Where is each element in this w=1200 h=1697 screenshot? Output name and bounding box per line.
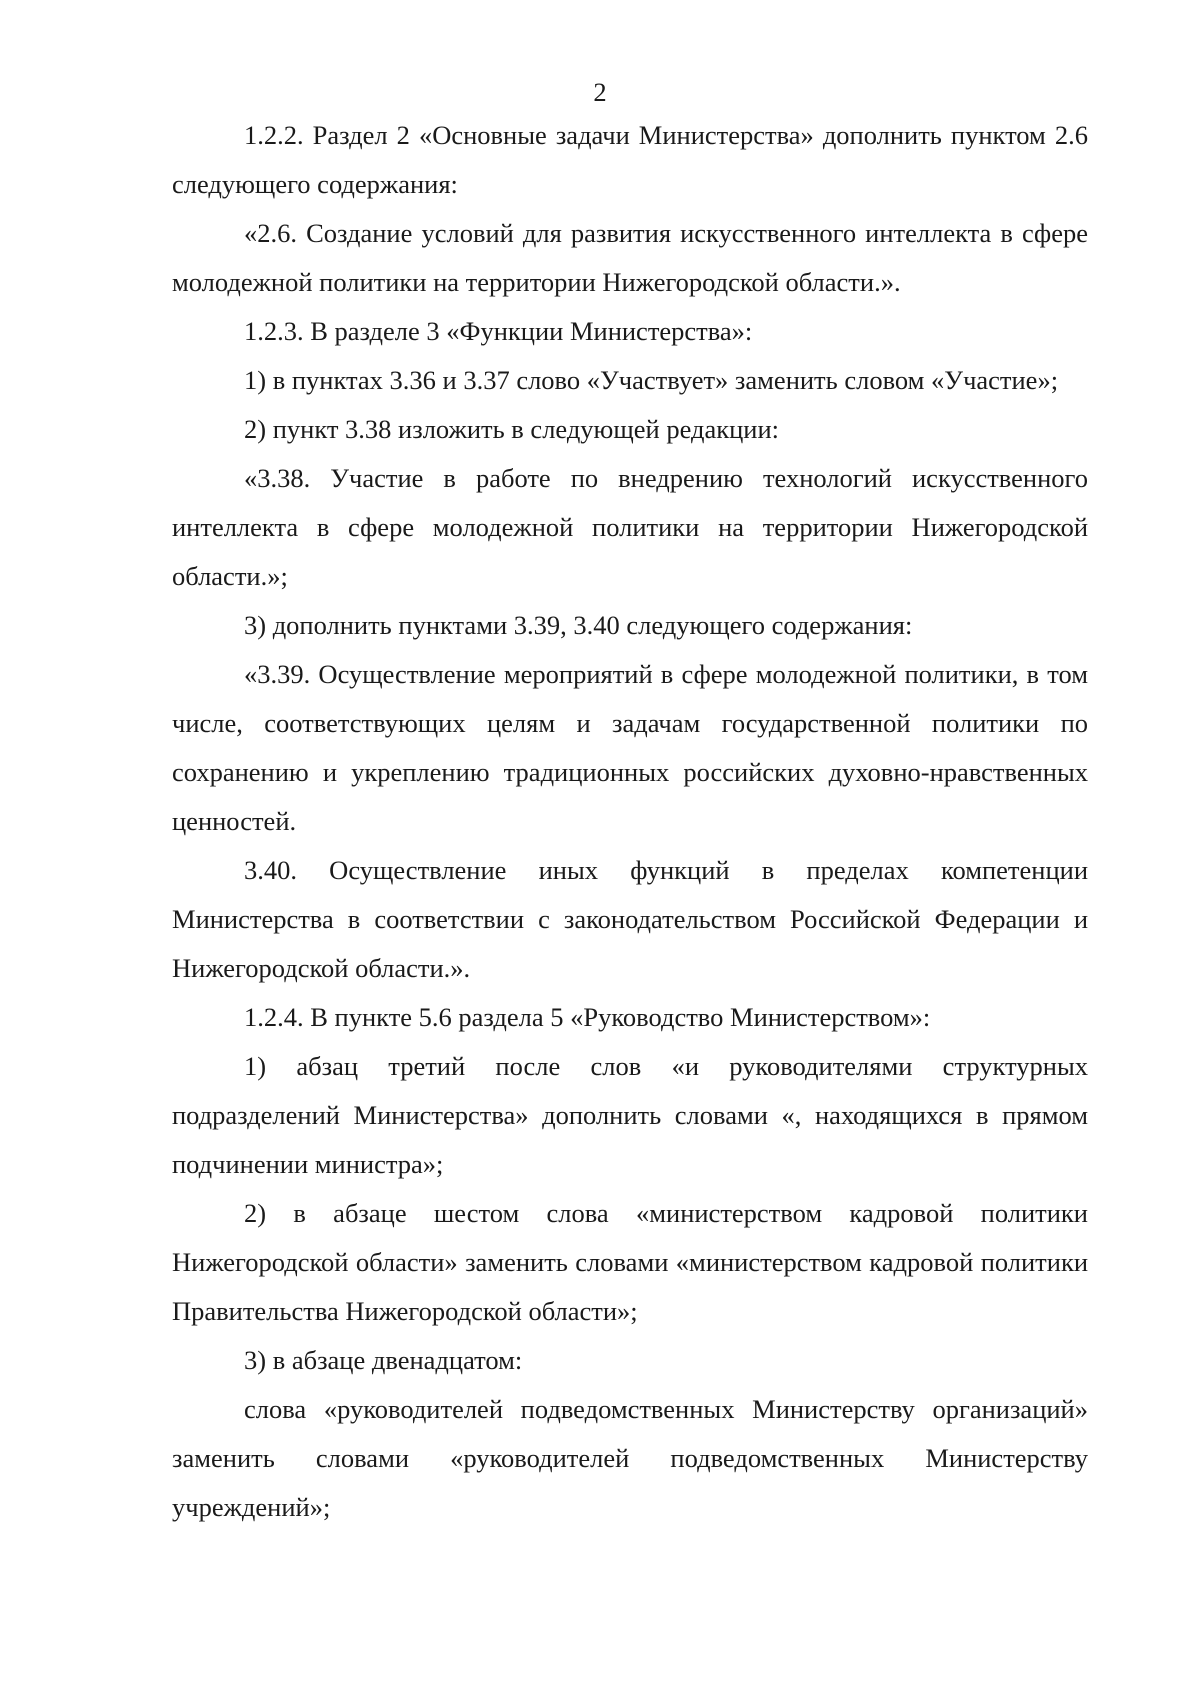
paragraph-1-2-2: 1.2.2. Раздел 2 «Основные задачи Министерства» дополнить пунктом 2.6 следующего содержания: <box>172 120 1088 199</box>
document-body <box>172 111 1088 1532</box>
paragraph-3-38-text: «3.38. Участие в работе по внедрению технологий искусственного интеллекта в сфере молодежной политики на территории Нижегородской области.»; <box>172 463 1088 591</box>
paragraph-1-2-3: 1.2.3. В разделе 3 «Функции Министерства»: <box>244 316 753 346</box>
paragraph-abzac-sixth: 2) в абзаце шестом слова «министерством кадровой политики Нижегородской области» заменить словами «министерством кадровой политики Правительства Нижегородской области»; <box>172 1198 1088 1326</box>
paragraph-item-2-new-edition: 2) пункт 3.38 изложить в следующей редакции: <box>244 414 780 444</box>
paragraph-abzac-twelfth: 3) в абзаце двенадцатом: <box>244 1345 523 1375</box>
paragraph-abzac-third: 1) абзац третий после слов «и руководителями структурных подразделений Министерства» дополнить словами «, находящихся в прямом подчинении министра»; <box>172 1051 1088 1179</box>
paragraph-replace-organizations: слова «руководителей подведомственных Министерству организаций» заменить словами «руководителей подведомственных Министерству учреждений»; <box>172 1394 1088 1522</box>
paragraph-3-39-text: «3.39. Осуществление мероприятий в сфере молодежной политики, в том числе, соответствующих целям и задачам государственной политики по сохранению и укреплению традиционных российских духовно-нравственных ценностей. <box>172 659 1088 836</box>
paragraph-item-1-replace-word: 1) в пунктах 3.36 и 3.37 слово «Участвует» заменить словом «Участие»; <box>244 365 1059 395</box>
paragraph-2-6-text: «2.6. Создание условий для развития искусственного интеллекта в сфере молодежной политики на территории Нижегородской области.». <box>172 218 1088 297</box>
page-number: 2 <box>593 77 607 107</box>
paragraph-item-3-add-points: 3) дополнить пунктами 3.39, 3.40 следующего содержания: <box>244 610 913 640</box>
paragraph-3-40-text: 3.40. Осуществление иных функций в пределах компетенции Министерства в соответствии с законодательством Российской Федерации и Нижегородской области.». <box>172 855 1088 983</box>
paragraph-1-2-4: 1.2.4. В пункте 5.6 раздела 5 «Руководство Министерством»: <box>244 1002 931 1032</box>
